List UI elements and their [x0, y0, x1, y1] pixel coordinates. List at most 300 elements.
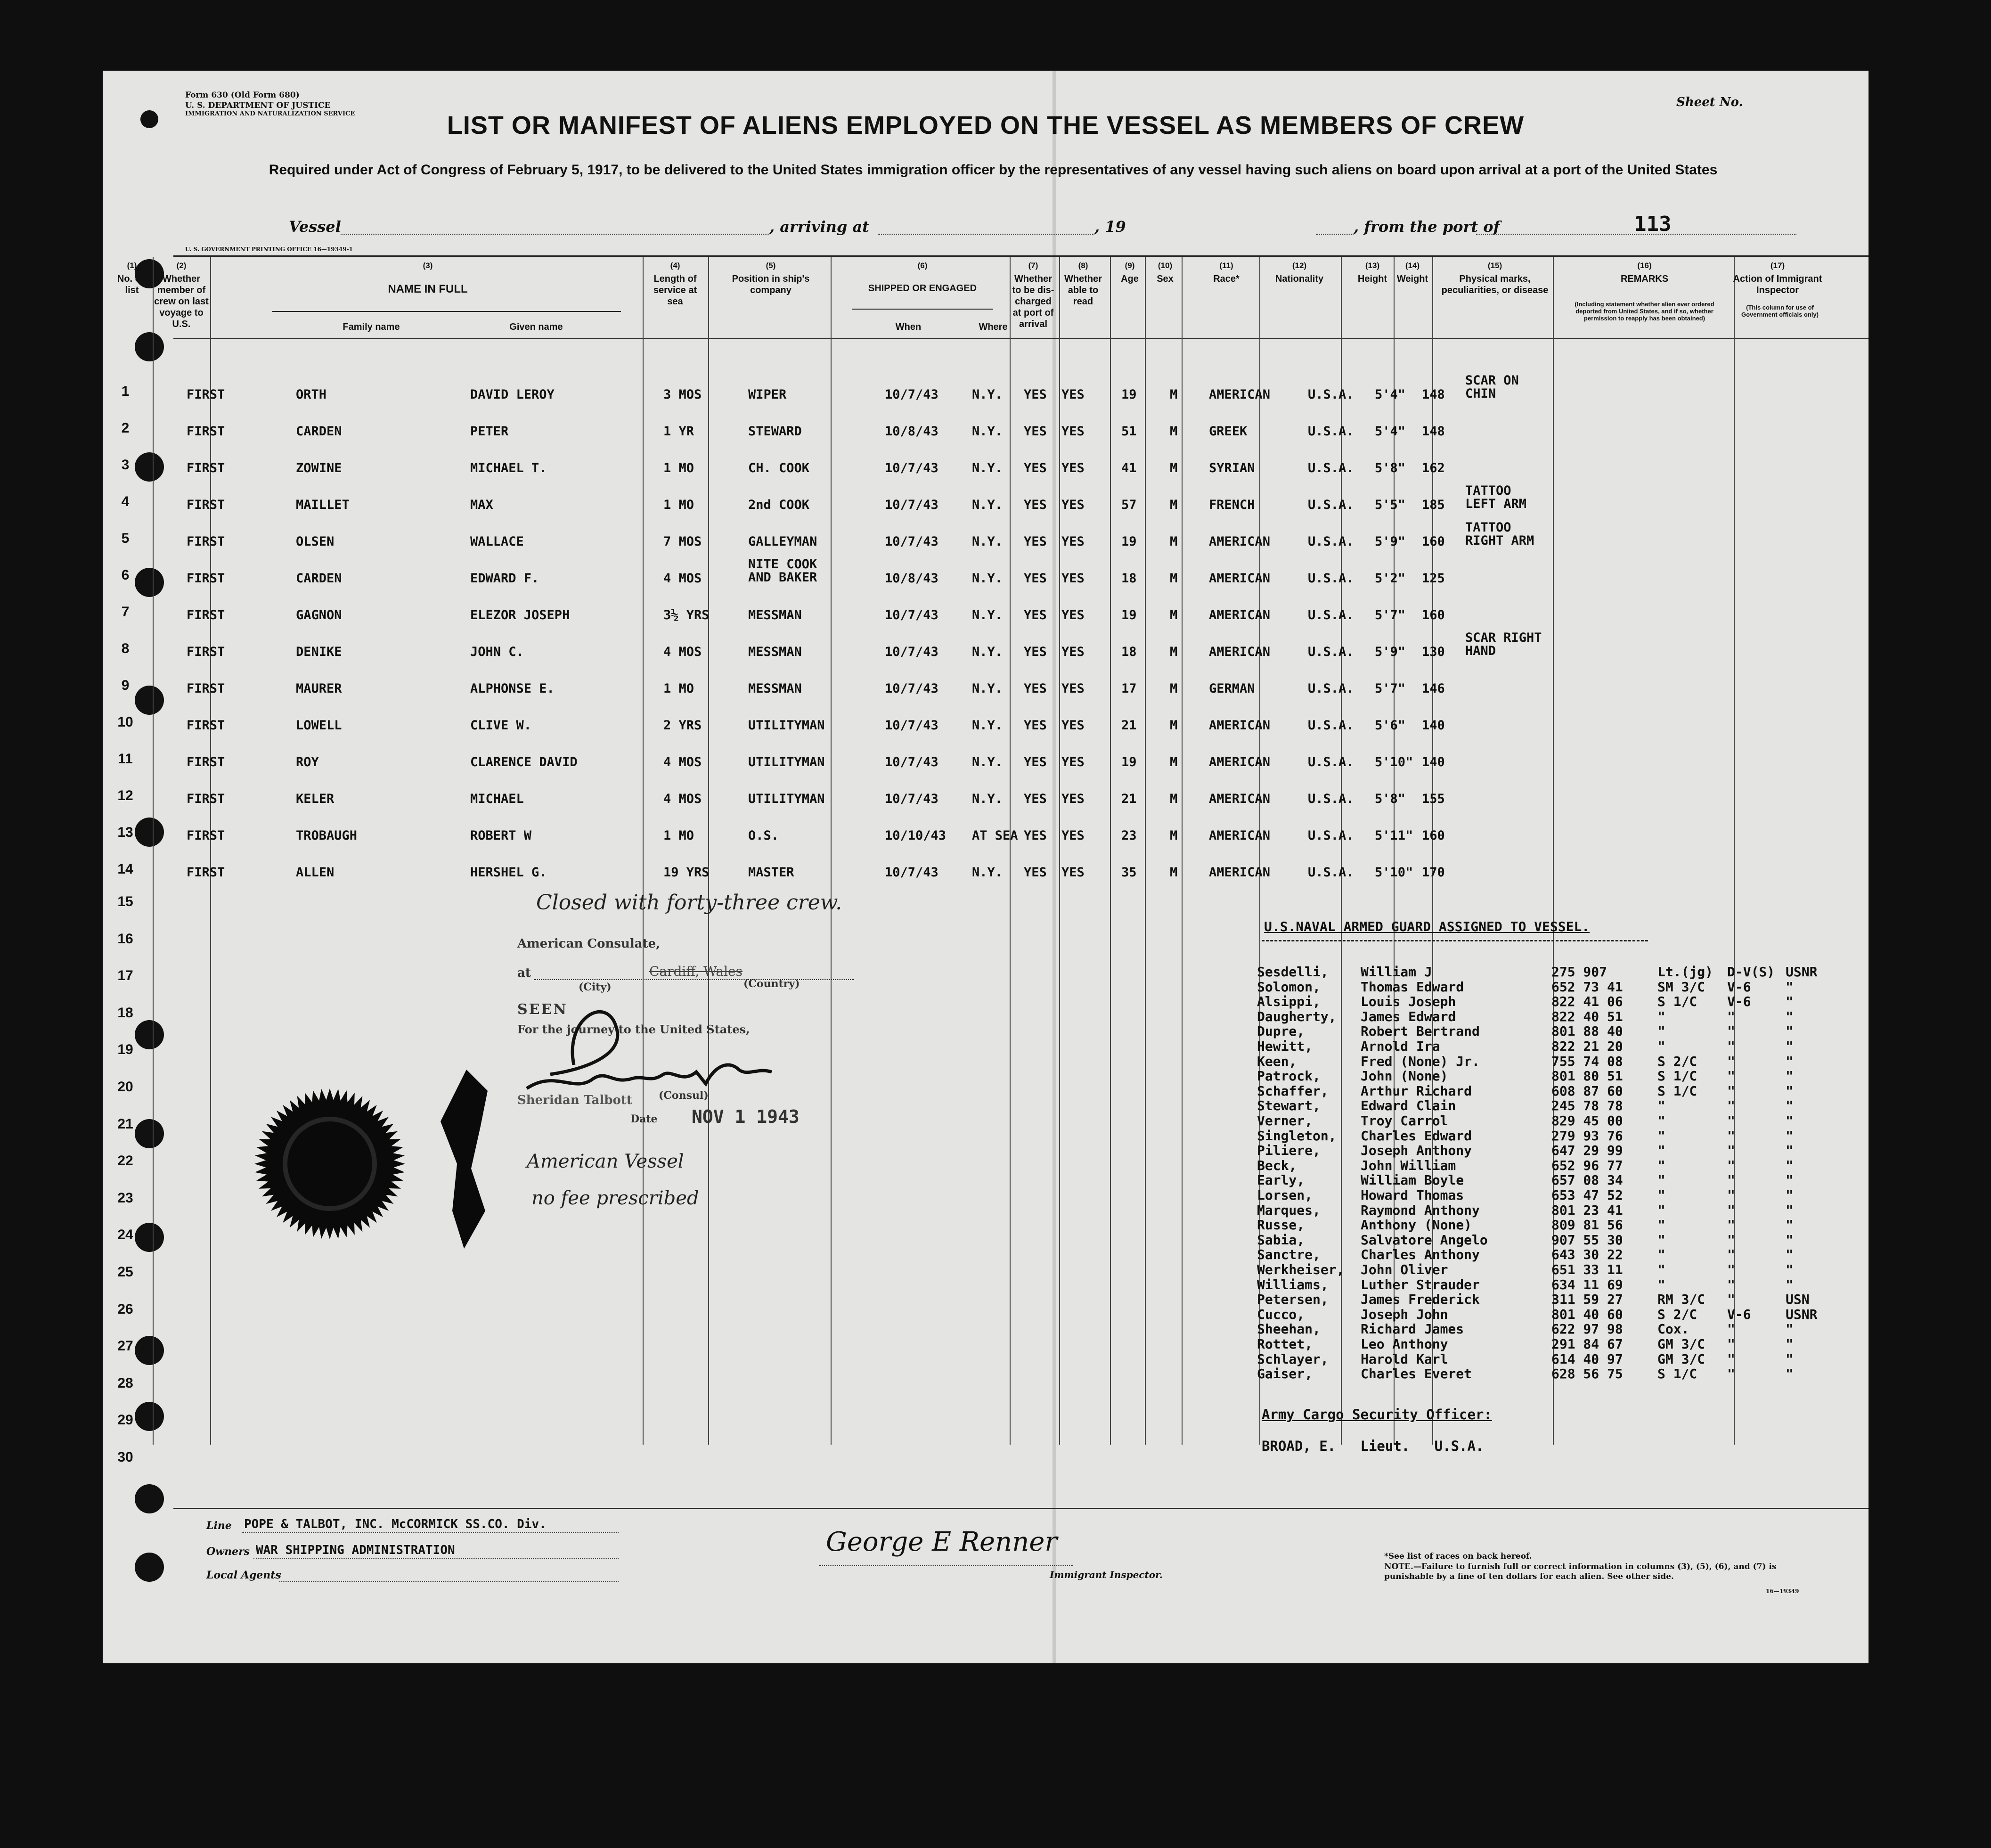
guard-given: William J: [1361, 964, 1432, 980]
column-header: Weight: [1396, 274, 1428, 284]
cell-when: 10/7/43: [885, 755, 938, 769]
cell-position: CH. COOK: [748, 461, 810, 475]
guard-rank: ": [1657, 1143, 1665, 1159]
given-name-subheader: Given name: [509, 322, 563, 332]
consulate-date: NOV 1 1943: [692, 1106, 800, 1127]
consulate-at-label: at: [517, 966, 531, 980]
guard-number: 647 29 99: [1551, 1143, 1623, 1159]
guard-rank: Cox.: [1657, 1321, 1689, 1337]
guard-family: Sesdelli,: [1257, 964, 1329, 980]
guard-member-row: [103, 979, 1869, 994]
column-number: (3): [423, 261, 433, 270]
guard-family: Werkheiser,: [1257, 1262, 1345, 1277]
cell-height: 5'8": [1375, 461, 1406, 475]
guard-family: Cucco,: [1257, 1306, 1305, 1322]
cell-last: FIRST: [187, 755, 225, 769]
cell-height: 5'6": [1375, 718, 1406, 733]
cell-weight: 160: [1422, 828, 1445, 843]
cell-last: FIRST: [187, 792, 225, 806]
cell-last: FIRST: [187, 571, 225, 586]
cell-marks: SCAR ON CHIN: [1465, 373, 1519, 401]
guard-number: 651 33 11: [1551, 1262, 1623, 1277]
guard-service: ": [1786, 1008, 1794, 1024]
cell-position: STEWARD: [748, 424, 802, 439]
cell-position: UTILITYMAN: [748, 718, 825, 733]
cell-position: UTILITYMAN: [748, 755, 825, 769]
row-number: 6: [121, 567, 130, 583]
arriving-field: [878, 234, 1094, 235]
cell-last: FIRST: [187, 865, 225, 880]
column-header: Whether to be dis-charged at port of arrival: [1012, 274, 1054, 329]
punch-hole: [135, 1484, 164, 1513]
guard-class: ": [1727, 1232, 1735, 1248]
no-fee-note: no fee prescribed: [531, 1187, 699, 1209]
guard-family: Sanctre,: [1257, 1247, 1321, 1263]
guard-class: ": [1727, 1217, 1735, 1233]
cell-nationality: U.S.A.: [1308, 387, 1354, 402]
cell-height: 5'10": [1375, 865, 1413, 880]
crew-row: [103, 714, 1869, 754]
cell-height: 5'11": [1375, 828, 1413, 843]
cell-marks: TATTOO LEFT ARM: [1465, 483, 1527, 511]
guard-class: ": [1727, 1247, 1735, 1263]
cell-race: FRENCH: [1209, 498, 1255, 512]
punch-hole: [135, 332, 164, 361]
cell-age: 19: [1121, 534, 1137, 549]
column-number: (5): [766, 261, 776, 270]
row-number: 19: [117, 1042, 133, 1058]
guard-member-row: [103, 1307, 1869, 1322]
guard-class: ": [1727, 1113, 1735, 1128]
guard-class: ": [1727, 1187, 1735, 1203]
guard-service: USNR: [1786, 964, 1818, 980]
cell-read: YES: [1061, 571, 1085, 586]
guard-service: ": [1786, 1038, 1794, 1054]
guard-number: 291 84 67: [1551, 1336, 1623, 1352]
guard-class: ": [1727, 1172, 1735, 1188]
row-number: 7: [121, 604, 130, 620]
cell-weight: 170: [1422, 865, 1445, 880]
cell-service: 2 YRS: [663, 718, 702, 733]
guard-class: ": [1727, 1351, 1735, 1367]
arriving-label: , arriving at: [769, 218, 869, 236]
cell-given: EDWARD F.: [470, 571, 539, 586]
cell-service: 1 MO: [663, 681, 694, 696]
guard-given: Troy Carrol: [1361, 1113, 1448, 1128]
cell-nationality: U.S.A.: [1308, 534, 1354, 549]
cell-sex: M: [1170, 681, 1178, 696]
cell-read: YES: [1061, 461, 1085, 475]
page-subtitle: Required under Act of Congress of February 5, 1917, to be delivered to the United States immigration officer by the representatives of any vessel having such aliens on board upon arrival at a port of the United States: [269, 162, 1718, 178]
guard-service: ": [1786, 1053, 1794, 1069]
cell-weight: 140: [1422, 718, 1445, 733]
cell-position: MESSMAN: [748, 681, 802, 696]
guard-class: ": [1727, 1023, 1735, 1039]
cell-service: 1 MO: [663, 461, 694, 475]
cell-sex: M: [1170, 608, 1178, 622]
cell-when: 10/8/43: [885, 424, 938, 439]
cell-weight: 185: [1422, 498, 1445, 512]
guard-member-row: [103, 1187, 1869, 1202]
cell-discharge: YES: [1024, 387, 1047, 402]
guard-rank: S 1/C: [1657, 1068, 1697, 1084]
cell-last: FIRST: [187, 534, 225, 549]
guard-given: Arthur Richard: [1361, 1083, 1472, 1099]
printer-imprint: U. S. GOVERNMENT PRINTING OFFICE 16—19349-1: [185, 246, 353, 253]
cell-sex: M: [1170, 571, 1178, 586]
cell-race: AMERICAN: [1209, 387, 1271, 402]
row-number: 17: [117, 968, 133, 984]
guard-rank: S 1/C: [1657, 994, 1697, 1010]
cell-when: 10/7/43: [885, 498, 938, 512]
guard-member-row: [103, 994, 1869, 1009]
cell-family: KELER: [296, 792, 335, 806]
cell-given: ELEZOR JOSEPH: [470, 608, 570, 622]
cell-family: GAGNON: [296, 608, 342, 622]
guard-service: ": [1786, 1336, 1794, 1352]
guard-service: USNR: [1786, 1306, 1818, 1322]
vessel-label: Vessel: [289, 218, 341, 236]
guard-member-row: [103, 1128, 1869, 1143]
cell-read: YES: [1061, 792, 1085, 806]
guard-family: Piliere,: [1257, 1143, 1321, 1159]
cell-age: 18: [1121, 571, 1137, 586]
column-number: (16): [1637, 261, 1652, 270]
column-header: Position in ship's company: [732, 274, 810, 295]
armed-guard-underline: [1262, 939, 1648, 941]
guard-family: Solomon,: [1257, 979, 1321, 995]
cell-family: CARDEN: [296, 424, 342, 439]
row-number: 11: [118, 751, 133, 767]
column-header: REMARKS: [1620, 274, 1669, 284]
cell-discharge: YES: [1024, 865, 1047, 880]
cell-height: 5'8": [1375, 792, 1406, 806]
cell-last: FIRST: [187, 424, 225, 439]
guard-class: D-V(S): [1727, 964, 1775, 980]
row-number: 10: [117, 714, 133, 730]
cell-age: 35: [1121, 865, 1137, 880]
cell-discharge: YES: [1024, 498, 1047, 512]
cell-read: YES: [1061, 681, 1085, 696]
action-note: (This column for use of Government officials only): [1741, 304, 1819, 318]
guard-member-row: [103, 1292, 1869, 1307]
family-name-subheader: Family name: [343, 322, 400, 332]
table-top-rule: [173, 255, 1869, 257]
list-number: 113: [1634, 212, 1672, 236]
consul-label: (Consul): [659, 1089, 709, 1102]
guard-number: 634 11 69: [1551, 1276, 1623, 1292]
cell-weight: 155: [1422, 792, 1445, 806]
column-header: Length of service at sea: [653, 274, 697, 307]
guard-service: ": [1786, 1098, 1794, 1114]
guard-given: Salvatore Angelo: [1361, 1232, 1488, 1248]
local-agents-field: [279, 1581, 619, 1582]
crew-row: [103, 557, 1869, 607]
guard-family: Petersen,: [1257, 1292, 1329, 1308]
consulate-title: American Consulate,: [517, 937, 661, 951]
cell-discharge: YES: [1024, 608, 1047, 622]
cell-age: 57: [1121, 498, 1137, 512]
cell-last: FIRST: [187, 498, 225, 512]
cell-race: GERMAN: [1209, 681, 1255, 696]
guard-rank: ": [1657, 1128, 1665, 1144]
row-number: 20: [117, 1079, 133, 1095]
cell-nationality: U.S.A.: [1308, 828, 1354, 843]
cell-service: 4 MOS: [663, 571, 702, 586]
guard-given: Charles Anthony: [1361, 1247, 1480, 1263]
cell-read: YES: [1061, 534, 1085, 549]
guard-class: ": [1727, 1068, 1735, 1084]
table-header-rule: [173, 338, 1869, 339]
guard-number: 755 74 08: [1551, 1053, 1623, 1069]
cell-when: 10/7/43: [885, 534, 938, 549]
guard-given: Anthony (None): [1361, 1217, 1472, 1233]
guard-given: Fred (None) Jr.: [1361, 1053, 1480, 1069]
cell-race: GREEK: [1209, 424, 1248, 439]
cell-read: YES: [1061, 865, 1085, 880]
guard-given: Joseph Anthony: [1361, 1143, 1472, 1159]
cell-last: FIRST: [187, 608, 225, 622]
cell-race: AMERICAN: [1209, 865, 1271, 880]
cell-age: 23: [1121, 828, 1137, 843]
closed-crew-note: Closed with forty-three crew.: [536, 891, 842, 915]
owners-field: [253, 1558, 619, 1559]
column-header: Nationality: [1275, 274, 1324, 284]
guard-rank: ": [1657, 1038, 1665, 1054]
guard-family: Hewitt,: [1257, 1038, 1313, 1054]
guard-number: 907 55 30: [1551, 1232, 1623, 1248]
cell-when: 10/7/43: [885, 387, 938, 402]
cell-read: YES: [1061, 828, 1085, 843]
guard-rank: GM 3/C: [1657, 1336, 1705, 1352]
guard-given: Charles Edward: [1361, 1128, 1472, 1144]
cell-race: AMERICAN: [1209, 828, 1271, 843]
cell-family: TROBAUGH: [296, 828, 358, 843]
column-number: (9): [1125, 261, 1135, 270]
cell-read: YES: [1061, 387, 1085, 402]
guard-rank: ": [1657, 1187, 1665, 1203]
guard-service: ": [1786, 1143, 1794, 1159]
guard-member-row: [103, 1098, 1869, 1113]
crew-row: [103, 483, 1869, 533]
inspector-line: [819, 1565, 1073, 1566]
cell-height: 5'4": [1375, 424, 1406, 439]
form-code: 16—19349: [1766, 1588, 1799, 1595]
row-number: 14: [117, 861, 133, 877]
row-number: 28: [117, 1375, 133, 1391]
guard-rank: S 1/C: [1657, 1366, 1697, 1382]
cell-where: N.Y.: [972, 792, 1003, 806]
cell-position: NITE COOK AND BAKER: [748, 557, 817, 585]
guard-service: ": [1786, 979, 1794, 995]
guard-service: ": [1786, 1202, 1794, 1218]
guard-given: James Edward: [1361, 1008, 1456, 1024]
guard-given: Howard Thomas: [1361, 1187, 1464, 1203]
guard-family: Russe,: [1257, 1217, 1305, 1233]
cell-race: AMERICAN: [1209, 571, 1271, 586]
column-number: (4): [670, 261, 680, 270]
cell-age: 21: [1121, 718, 1137, 733]
cell-position: GALLEYMAN: [748, 534, 817, 549]
guard-given: Edward Clain: [1361, 1098, 1456, 1114]
guard-given: Richard James: [1361, 1321, 1464, 1337]
guard-given: John Oliver: [1361, 1262, 1448, 1277]
american-vessel-note: American Vessel: [527, 1151, 684, 1172]
cell-nationality: U.S.A.: [1308, 681, 1354, 696]
cell-given: JOHN C.: [470, 645, 524, 659]
row-number: 30: [117, 1449, 133, 1465]
cell-given: WALLACE: [470, 534, 524, 549]
guard-member-row: [103, 1172, 1869, 1187]
cell-discharge: YES: [1024, 645, 1047, 659]
guard-number: 801 23 41: [1551, 1202, 1623, 1218]
guard-number: 822 21 20: [1551, 1038, 1623, 1054]
guard-given: Charles Everet: [1361, 1366, 1472, 1382]
cell-service: 3 MOS: [663, 387, 702, 402]
guard-class: ": [1727, 1366, 1735, 1382]
guard-class: ": [1727, 1008, 1735, 1024]
cell-given: MICHAEL T.: [470, 461, 547, 475]
crew-row: [103, 604, 1869, 644]
cell-nationality: U.S.A.: [1308, 792, 1354, 806]
cell-discharge: YES: [1024, 755, 1047, 769]
guard-member-row: [103, 1336, 1869, 1351]
row-number: 21: [117, 1116, 133, 1132]
guard-member-row: [103, 1277, 1869, 1292]
cell-marks: TATTOO RIGHT ARM: [1465, 520, 1534, 548]
guard-family: Alsippi,: [1257, 994, 1321, 1010]
guard-family: Patrock,: [1257, 1068, 1321, 1084]
column-header: Whether member of crew on last voyage to U.S.: [154, 274, 209, 329]
remarks-note: (Including statement whether alien ever ordered deported from United States, and if so, whether permission to reapply has been obtained): [1575, 301, 1714, 322]
guard-service: ": [1786, 1187, 1794, 1203]
guard-rank: ": [1657, 1023, 1665, 1039]
guard-member-row: [103, 964, 1869, 979]
guard-family: Keen,: [1257, 1053, 1297, 1069]
army-officer-title: Army Cargo Security Officer:: [1262, 1406, 1492, 1423]
guard-family: Lorsen,: [1257, 1187, 1313, 1203]
guard-member-row: [103, 1262, 1869, 1277]
guard-service: ": [1786, 1366, 1794, 1382]
column-header: Height: [1357, 274, 1387, 284]
guard-family: Verner,: [1257, 1113, 1313, 1128]
guard-member-row: [103, 1158, 1869, 1173]
cell-given: PETER: [470, 424, 509, 439]
cell-read: YES: [1061, 608, 1085, 622]
guard-number: 608 87 60: [1551, 1083, 1623, 1099]
cell-where: N.Y.: [972, 865, 1003, 880]
cell-weight: 125: [1422, 571, 1445, 586]
cell-given: CLIVE W.: [470, 718, 532, 733]
cell-weight: 146: [1422, 681, 1445, 696]
cell-height: 5'7": [1375, 608, 1406, 622]
row-number: 27: [117, 1338, 133, 1354]
guard-class: V-6: [1727, 979, 1751, 995]
footer-rule: [173, 1508, 1869, 1509]
cell-nationality: U.S.A.: [1308, 645, 1354, 659]
cell-where: N.Y.: [972, 755, 1003, 769]
cell-service: 3½ YRS: [663, 608, 710, 622]
row-number: 24: [117, 1227, 133, 1243]
guard-service: ": [1786, 1172, 1794, 1188]
guard-given: Robert Bertrand: [1361, 1023, 1480, 1039]
row-number: 3: [121, 457, 130, 473]
column-header: Age: [1121, 274, 1139, 284]
cell-discharge: YES: [1024, 534, 1047, 549]
guard-member-row: [103, 1038, 1869, 1054]
guard-number: 311 59 27: [1551, 1292, 1623, 1308]
cell-position: WIPER: [748, 387, 787, 402]
cell-height: 5'4": [1375, 387, 1406, 402]
cell-family: ALLEN: [296, 865, 335, 880]
armed-guard-title: U.S.NAVAL ARMED GUARD ASSIGNED TO VESSEL.: [1264, 919, 1590, 934]
cell-sex: M: [1170, 828, 1178, 843]
cell-weight: 160: [1422, 534, 1445, 549]
crew-row: [103, 861, 1869, 901]
guard-number: 643 30 22: [1551, 1247, 1623, 1263]
cell-discharge: YES: [1024, 828, 1047, 843]
guard-member-row: [103, 1321, 1869, 1336]
guard-service: ": [1786, 1247, 1794, 1263]
column-number: (17): [1770, 261, 1785, 270]
cell-service: 4 MOS: [663, 645, 702, 659]
guard-member-row: [103, 1023, 1869, 1038]
cell-family: ORTH: [296, 387, 327, 402]
cell-discharge: YES: [1024, 792, 1047, 806]
line-field: [242, 1532, 619, 1533]
guard-member-row: [103, 1366, 1869, 1381]
guard-service: ": [1786, 994, 1794, 1010]
guard-family: Schaffer,: [1257, 1083, 1329, 1099]
column-number: (7): [1028, 261, 1038, 270]
cell-service: 19 YRS: [663, 865, 710, 880]
guard-family: Schlayer,: [1257, 1351, 1329, 1367]
guard-rank: SM 3/C: [1657, 979, 1705, 995]
guard-given: Louis Joseph: [1361, 994, 1456, 1010]
column-number: (10): [1158, 261, 1173, 270]
cell-race: AMERICAN: [1209, 718, 1271, 733]
cell-last: FIRST: [187, 828, 225, 843]
guard-member-row: [103, 1143, 1869, 1158]
guard-service: ": [1786, 1262, 1794, 1277]
guard-class: ": [1727, 1143, 1735, 1159]
column-header: Sex: [1157, 274, 1174, 284]
guard-rank: ": [1657, 1157, 1665, 1173]
guard-given: Raymond Anthony: [1361, 1202, 1480, 1218]
guard-family: Marques,: [1257, 1202, 1321, 1218]
crew-row: [103, 457, 1869, 497]
guard-class: ": [1727, 1321, 1735, 1337]
column-number: (8): [1078, 261, 1088, 270]
cell-given: HERSHEL G.: [470, 865, 547, 880]
form-number: Form 630 (Old Form 680): [185, 90, 300, 100]
cell-where: N.Y.: [972, 645, 1003, 659]
cell-given: ALPHONSE E.: [470, 681, 555, 696]
year-field: [1316, 234, 1354, 235]
shipped-header-rule: [852, 309, 993, 310]
guard-service: ": [1786, 1217, 1794, 1233]
vessel-field: [341, 234, 769, 235]
cell-service: 7 MOS: [663, 534, 702, 549]
cell-race: AMERICAN: [1209, 534, 1271, 549]
crew-row: [103, 630, 1869, 680]
guard-class: ": [1727, 1202, 1735, 1218]
guard-service: ": [1786, 1113, 1794, 1128]
guard-family: Stewart,: [1257, 1098, 1321, 1114]
guard-member-row: [103, 1054, 1869, 1069]
cell-last: FIRST: [187, 461, 225, 475]
guard-number: 822 41 06: [1551, 994, 1623, 1010]
